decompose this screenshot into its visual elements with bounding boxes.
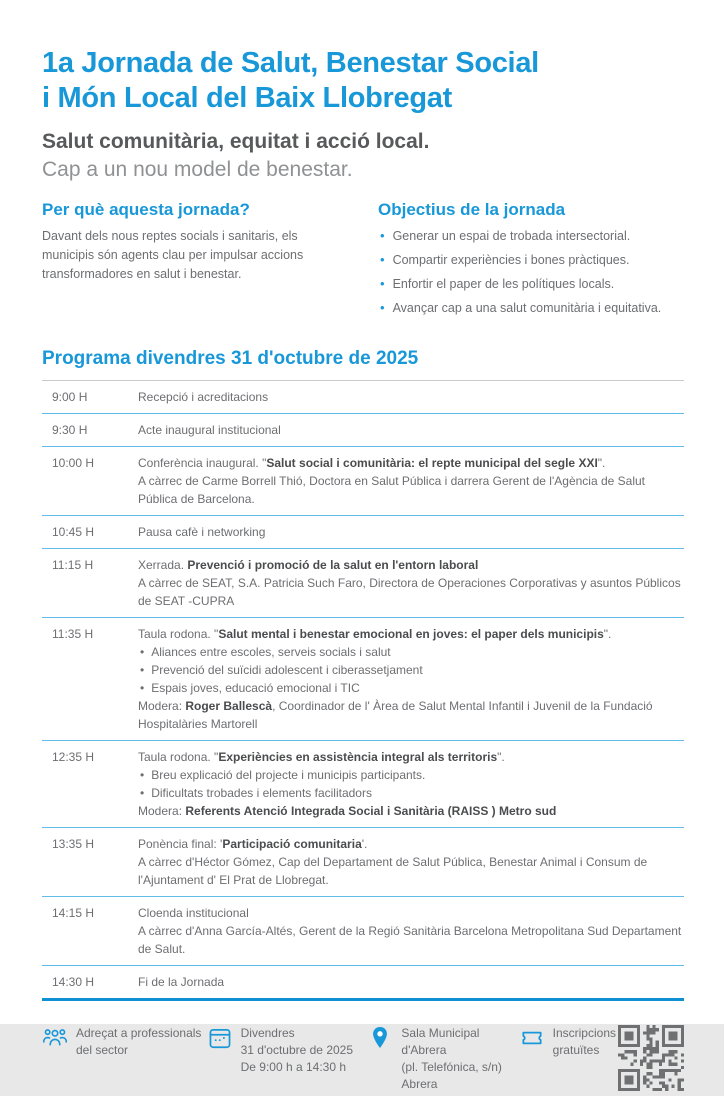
title-line-2: i Món Local del Baix Llobregat [42,82,452,114]
table-row [42,447,684,516]
objective-item [378,275,684,294]
session-text-line [138,625,684,643]
title-line-1: 1a Jornada de Salut, Benestar Social [42,47,539,79]
session-description [138,388,684,406]
session-bullet-line [138,643,684,661]
line-text: Modera: Roger Ballescà, Coordinador de l' Àrea de Salut Mental Infantil i Juvenil de la Fundació Hospitalàries Martorell [138,699,653,732]
session-text-line [138,523,684,541]
bullet-icon: • [140,681,145,696]
footer-item [42,1025,207,1059]
session-time: 13:35 H [52,837,95,852]
tagline: Cap a un nou model de benestar. [42,158,353,181]
table-row [42,966,684,1001]
line-text: Breu explicació del projecte i municipis participants. [151,768,426,783]
session-text-line [138,454,684,472]
line-text: Aliances entre escoles, serveis socials i salut [151,645,391,660]
line-text: Ponència final: 'Participació comunitaria'. [138,837,368,852]
program-section [42,348,684,1001]
session-text-line [138,973,684,991]
session-description [138,523,684,541]
line-text: Conferència inaugural. "Salut social i comunitària: el repte municipal del segle XXI". [138,456,606,471]
bullet-icon: • [380,228,385,243]
session-time: 14:30 H [52,975,95,990]
session-bullet-line [138,784,684,802]
footer-item-text: Sala Municipal d'Abrera (pl. Telefónica, s/n) Abrera [401,1026,502,1091]
bullet-icon: • [140,663,145,678]
line-text: A càrrec de SEAT, S.A. Patricia Such Faro, Directora de Operaciones Corporativas y asuntos Públicos de SEAT -CUPRA [138,576,681,609]
session-description [138,421,684,439]
session-time: 14:15 H [52,906,95,921]
bullet-icon: • [140,645,145,660]
location-pin-icon [367,1025,393,1051]
footer-item-text: Divendres 31 d'octubre de 2025 De 9:00 h a 14:30 h [240,1026,354,1074]
session-text-line [138,697,684,733]
bullet-icon: • [380,251,385,267]
table-row [42,516,684,549]
footer-item [519,1025,616,1059]
table-row [42,618,684,741]
session-bullet-line [138,766,684,784]
session-time: 10:00 H [52,456,95,471]
why-body: Davant dels nous reptes socials i sanitaris, els municipis són agents clau per impulsar accions transformadores en salut i benestar. [42,229,304,281]
session-time: 9:30 H [52,423,88,438]
line-text: A càrrec d'Anna García-Altés, Gerent de la Regió Sanitària Barcelona Metropolitana Sud Departament de Salut. [138,924,682,957]
line-text: Acte inaugural institucional [138,423,281,438]
intro-columns [42,200,684,322]
objective-text: Enfortir el paper de les polítiques locals. [392,276,615,291]
objectives-heading: Objectius de la jornada [378,200,566,219]
program-heading: Programa divendres 31 d'octubre de 2025 [42,348,419,370]
table-row [42,741,684,828]
session-bullet-line [138,679,684,697]
session-time: 9:00 H [52,390,88,405]
session-text-line [138,904,684,922]
session-text-line [138,922,684,958]
line-text: A càrrec de Carme Borrell Thió, Doctora en Salut Pública i darrera Gerent de l'Agència de Salut Pública de Barcelona. [138,474,645,507]
page-title [42,46,684,116]
session-time: 11:15 H [52,558,94,573]
line-text: Xerrada. Prevenció i promoció de la salut en l'entorn laboral [138,558,479,573]
subtitle: Salut comunitària, equitat i acció local. [42,130,430,153]
session-text-line [138,835,684,853]
footer-item [207,1025,368,1075]
bullet-icon: • [140,768,145,783]
session-text-line [138,421,684,439]
table-row [42,414,684,447]
line-text: Fi de la Jornada [138,975,225,990]
session-description [138,454,684,508]
footer-item [367,1025,518,1092]
line-text: Dificultats trobades i elements facilitadors [151,786,372,801]
session-bullet-line [138,661,684,679]
session-description [138,748,684,820]
objective-text: Compartir experiències i bones pràctiques. [392,252,630,267]
line-text: Taula rodona. "Experiències en assistència integral als territoris". [138,750,505,765]
objectives-list [378,227,684,317]
line-text: Espais joves, educació emocional i TIC [151,681,360,696]
session-description [138,973,684,991]
qr-code [618,1025,684,1091]
people-icon [42,1025,68,1051]
line-text: A càrrec d'Héctor Gómez, Cap del Departament de Salut Pública, Benestar Animal i Consum de l'Ajuntament d' El Prat de Llobregat. [138,855,648,888]
line-text: Pausa cafè i networking [138,525,266,540]
session-text-line [138,556,684,574]
objective-item [378,299,684,318]
session-description [138,556,684,610]
objective-text: Generar un espai de trobada intersectorial. [392,229,631,243]
why-heading: Per què aquesta jornada? [42,200,250,219]
why-column [42,200,350,322]
session-description [138,835,684,889]
footer-info [42,1025,684,1092]
session-text-line [138,748,684,766]
session-text-line [138,388,684,406]
bullet-icon: • [380,275,385,291]
session-description [138,625,684,733]
footer-item-text: Inscripcions gratuïtes [552,1026,616,1058]
line-text: Recepció i acreditacions [138,390,269,405]
footer-item-text: Adreçat a professionals del sector [76,1026,202,1058]
objectives-column [378,200,684,322]
session-description [138,904,684,958]
ticket-icon [519,1025,545,1051]
objective-item [378,227,684,246]
header [42,46,684,182]
objective-text: Avançar cap a una salut comunitària i equitativa. [392,300,662,315]
bullet-icon: • [140,786,145,801]
table-row [42,549,684,618]
objective-item [378,251,684,270]
session-text-line [138,472,684,508]
line-text: Taula rodona. "Salut mental i benestar emocional en joves: el paper dels municipis". [138,627,612,642]
line-text: Cloenda institucional [138,906,249,921]
session-time: 10:45 H [52,525,95,540]
session-text-line [138,574,684,610]
session-time: 12:35 H [52,750,95,765]
table-row [42,897,684,966]
bullet-icon: • [380,299,385,315]
program-table [42,380,684,1001]
session-text-line [138,802,684,820]
table-row [42,381,684,414]
line-text: Prevenció del suïcidi adolescent i ciberassetjament [151,663,423,678]
session-text-line [138,853,684,889]
line-text: Modera: Referents Atenció Integrada Social i Sanitària (RAISS ) Metro sud [138,804,557,819]
table-row [42,828,684,897]
calendar-icon [207,1025,233,1051]
session-time: 11:35 H [52,627,94,642]
